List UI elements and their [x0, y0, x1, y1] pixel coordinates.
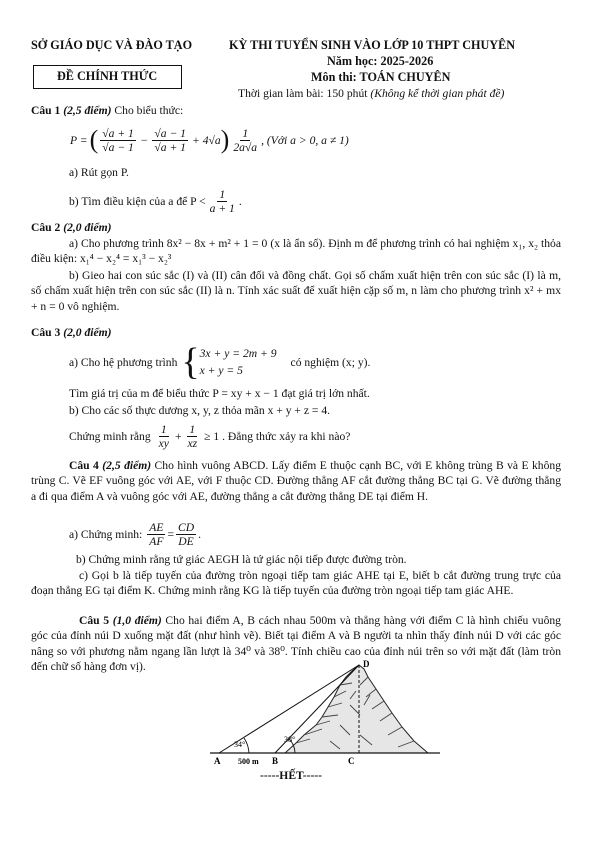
q3-system-brace: {: [181, 341, 200, 383]
q3-part-b: b) Cho các số thực dương x, y, z thỏa mãn x + y + z = 4.: [69, 404, 331, 417]
department-name: SỞ GIÁO DỤC VÀ ĐÀO TẠO: [31, 38, 193, 52]
q1-label: Câu 1: [31, 104, 61, 117]
q3-part-a-text: a) Cho hệ phương trình: [69, 355, 178, 369]
q3-frac1-num: 1: [160, 422, 167, 436]
q1-term2-den: √a + 1: [154, 140, 186, 154]
q4-intro: [31, 458, 561, 504]
q4-frac2: [176, 521, 196, 548]
q4-frac2-den: DE: [178, 534, 194, 548]
q1-intro: Cho biểu thức:: [111, 104, 184, 117]
q1-close-paren: ): [220, 125, 230, 154]
q3-points: (2,0 điểm): [60, 326, 112, 339]
time-limit: [238, 86, 504, 101]
q4-frac1-den: AF: [149, 534, 164, 548]
q1-term1-num: √a + 1: [102, 126, 134, 140]
distance-label: 500 m: [238, 757, 259, 766]
q4-equals: =: [167, 527, 174, 541]
q1-formula: [70, 118, 349, 162]
q4-part-b: b) Chứng minh rằng tứ giác AEGH là tứ giác nội tiếp được đường tròn.: [76, 553, 407, 566]
q1-open-paren: (: [89, 125, 99, 154]
angle-a-label: 34°: [234, 740, 246, 749]
q1-p-lhs: P =: [70, 133, 88, 147]
q4-part-a-text: a) Chứng minh:: [69, 527, 143, 541]
q4-label: Câu 4: [69, 459, 99, 472]
q3-part-a2: Tìm giá trị của m để biểu thức P = xy + x − 1 đạt giá trị lớn nhất.: [69, 387, 370, 400]
q1-factor-den: 2a√a: [233, 140, 258, 154]
q3-frac1: [157, 423, 171, 450]
q3-frac2: [185, 423, 199, 450]
time-limit-note: (Không kể thời gian phát đề): [370, 87, 505, 100]
q1-part-b-num: 1: [219, 187, 226, 201]
q4-part-c: c) Gọi b là tiếp tuyến của đường tròn ngoại tiếp tam giác AHE tại E, biết b cắt đường trung trực của đoạn thẳng EG tại điểm K. Chứng minh rằng KG là tiếp tuyến của đường tròn ngoại tiếp tam giác AHE.: [31, 569, 561, 598]
q1-plus-term: + 4√a: [191, 133, 221, 147]
q3-part-c-suffix: ≥ 1 . Đẳng thức xảy ra khi nào?: [204, 429, 351, 443]
q2-heading: [31, 220, 112, 235]
q3-frac2-den: xz: [187, 436, 198, 450]
q3-part-c: [69, 419, 350, 453]
q1-part-b-frac: [208, 188, 237, 215]
q1-factor-num: 1: [242, 126, 249, 140]
q1-part-a: a) Rút gọn P.: [69, 166, 129, 179]
q3-part-a: [69, 341, 370, 383]
q5-points: (1,0 điểm): [109, 614, 162, 627]
q1-term2-num: √a − 1: [154, 126, 186, 140]
q1-points: (2,5 điểm): [60, 104, 112, 117]
q3-frac2-num: 1: [189, 422, 196, 436]
q4-intro-text: Cho hình vuông ABCD. Lấy điểm E thuộc cạnh BC, với E không trùng B và E không trùng C. Vẽ EF vuông góc với AE, với F thuộc CD. Đường thẳng AF cắt đường thẳng BC tại G. Vẽ đường thẳng a đi qua điểm A và vuông góc với AE, đường thẳng a cắt đường thẳng DE tại điểm H.: [31, 459, 561, 503]
q1-term1: [100, 127, 136, 154]
q1-factor: [231, 127, 259, 154]
q1-minus: −: [140, 133, 148, 147]
school-year: Năm học: 2025-2026: [327, 54, 434, 68]
q3-eq1: 3x + y = 2m + 9: [199, 347, 277, 360]
q4-frac1-num: AE: [149, 520, 164, 534]
q1-part-b-den: a + 1: [209, 201, 235, 215]
q2-part-b: b) Gieo hai con súc sắc (I) và (II) cân đối và đồng chất. Gọi số chấm xuất hiện trên con súc sắc (I) là m, số chấm xuất hiện trên con súc sắc (II) là n. Tính xác suất để xuất hiện cặp số m, n làm cho phương trình x² + mx + n = 0 vô nghiệm.: [31, 269, 561, 313]
q3-plus: +: [174, 429, 182, 443]
q4-points: (2,5 điểm): [98, 459, 152, 472]
q5-body: Cho hai điểm A, B cách nhau 500m và thẳng hàng với điểm C là hình chiếu vuông góc của đỉnh núi D xuống mặt đất (như hình vẽ). Biết tại điểm A và B người ta nhìn thấy đỉnh núi D với các góc nâng so với phương nằm ngang lần lượt là 34⁰ và 38⁰. Tính chiều cao của đỉnh núi trên so với mặt đất (làm tròn đến chữ số hàng đơn vị).: [31, 614, 561, 673]
q3-frac1-den: xy: [158, 436, 169, 450]
q3-label: Câu 3: [31, 326, 61, 339]
official-label: ĐỀ CHÍNH THỨC: [57, 69, 158, 83]
mountain-figure: [200, 655, 460, 770]
q1-term2: [152, 127, 188, 154]
q4-frac2-num: CD: [177, 520, 195, 534]
point-a-label: A: [214, 756, 221, 766]
q2-part-a: a) Cho phương trình 8x² − 8x + m² + 1 = 0 (x là ẩn số). Định m để phương trình có hai nghiệm x₁, x₂ thỏa điều kiện: x₁⁴ − x₂⁴ = x₁³ − x₂³: [31, 237, 561, 266]
point-b-label: B: [272, 756, 279, 766]
end-marker: -----HẾT-----: [260, 769, 323, 782]
q1-part-b-text: b) Tìm điều kiện của a để P <: [69, 194, 206, 208]
q1-condition: , (Với a > 0, a ≠ 1): [261, 133, 349, 147]
q2-label: Câu 2: [31, 221, 61, 234]
q3-heading: [31, 325, 112, 340]
q2-points: (2,0 điểm): [60, 221, 112, 234]
exam-title: KỲ THI TUYỂN SINH VÀO LỚP 10 THPT CHUYÊN: [229, 38, 516, 52]
q1-part-b: [69, 184, 242, 218]
point-d-label: D: [363, 659, 370, 669]
q1-heading: [31, 103, 183, 118]
q4-part-a: [69, 517, 201, 551]
q1-part-b-end: .: [238, 194, 242, 208]
angle-b-label: 38°: [284, 735, 296, 744]
q4-part-a-end: .: [198, 527, 201, 541]
q1-term1-den: √a − 1: [102, 140, 134, 154]
time-limit-text: Thời gian làm bài: 150 phút: [238, 87, 371, 100]
subject: Môn thi: TOÁN CHUYÊN: [311, 70, 451, 84]
q3-part-a-suffix: có nghiệm (x; y).: [290, 355, 371, 369]
q3-system: [200, 345, 277, 379]
q3-eq2: x + y = 5: [199, 364, 243, 377]
point-c-label: C: [348, 756, 355, 766]
q3-part-c-text: Chứng minh rằng: [69, 429, 151, 443]
q5-label: Câu 5: [79, 614, 110, 627]
q4-frac1: [147, 521, 165, 548]
